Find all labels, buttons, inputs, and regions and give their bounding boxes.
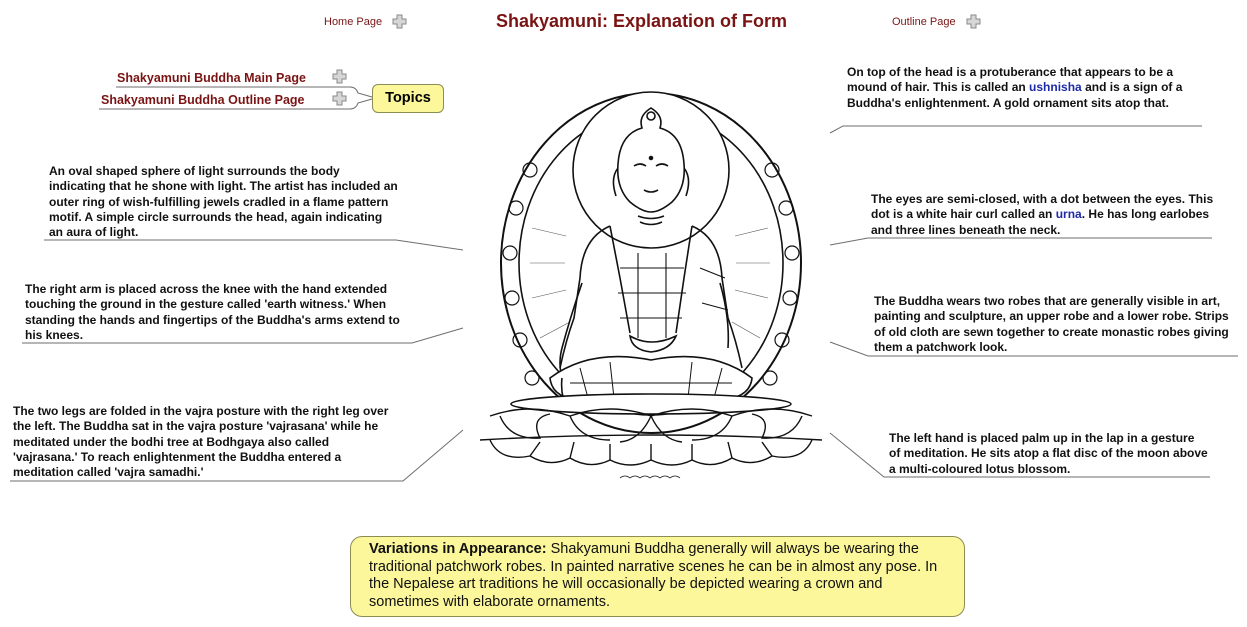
ushnisha-note: On top of the head is a protuberance that appears to be a mound of hair. This is called an ushnisha and is a sign of a Buddha's enlightenment. A gold ornament sits atop that. xyxy=(847,65,1183,110)
robes-note: The Buddha wears two robes that are generally visible in art, painting and sculpture, an upper robe and a lower robe. Strips of old cloth are sewn together to create monastic robes giving them a patchwork look. xyxy=(874,294,1229,354)
home-plus-icon[interactable] xyxy=(392,14,407,29)
variations-body: Shakyamuni Buddha generally will always be wearing the traditional patchwork robes. In painted narrative scenes he can be in almost any pose. In the Nepalese art traditions he will occasionally be depicted wearing a crown and sometimes with elaborate ornaments. xyxy=(369,541,938,610)
topics-button[interactable]: Topics xyxy=(372,84,444,113)
left-hand-note: The left hand is placed palm up in the lap in a gesture of meditation. He sits atop a flat disc of the moon above a multi-coloured lotus blossom. xyxy=(889,431,1208,476)
main-page-link[interactable]: Shakyamuni Buddha Main Page xyxy=(117,71,306,85)
outline-page-topic-link[interactable]: Shakyamuni Buddha Outline Page xyxy=(101,93,305,107)
variations-note xyxy=(350,536,965,617)
variations-heading: Variations in Appearance: xyxy=(369,541,547,557)
buddha-figure-illustration xyxy=(470,78,830,490)
outline-page-link[interactable]: Outline Page xyxy=(892,16,956,28)
outline-topic-plus-icon[interactable] xyxy=(332,91,347,106)
home-page-link[interactable]: Home Page xyxy=(324,16,383,28)
right-arm-note: The right arm is placed across the knee with the hand extended touching the ground in the gesture called 'earth witness.' When standing the hands and fingertips of the Buddha's arms extend to his knees. xyxy=(25,282,400,342)
legs-note: The two legs are folded in the vajra posture with the right leg over the left. The Buddha sat in the vajra posture 'vajrasana' while he meditated under the bodhi tree at Bodhgaya also called 'vajrasana.' To reach enlightenment the Buddha entered a meditation called 'vajra samadhi.' xyxy=(13,404,389,480)
eyes-note: The eyes are semi-closed, with a dot between the eyes. This dot is a white hair curl called an urna. He has long earlobes and three lines beneath the neck. xyxy=(871,192,1214,237)
main-page-plus-icon[interactable] xyxy=(332,69,347,84)
urna-link[interactable]: urna xyxy=(1055,207,1082,222)
outline-plus-icon[interactable] xyxy=(966,14,981,29)
ushnisha-link[interactable]: ushnisha xyxy=(1029,80,1082,95)
aura-note: An oval shaped sphere of light surrounds the body indicating that he shone with light. The artist has included an outer ring of wish-fulfilling jewels cradled in a flame pattern motif. A simple circle surrounds the head, again indicating an aura of light. xyxy=(49,164,398,240)
page-title: Shakyamuni: Explanation of Form xyxy=(496,11,788,31)
